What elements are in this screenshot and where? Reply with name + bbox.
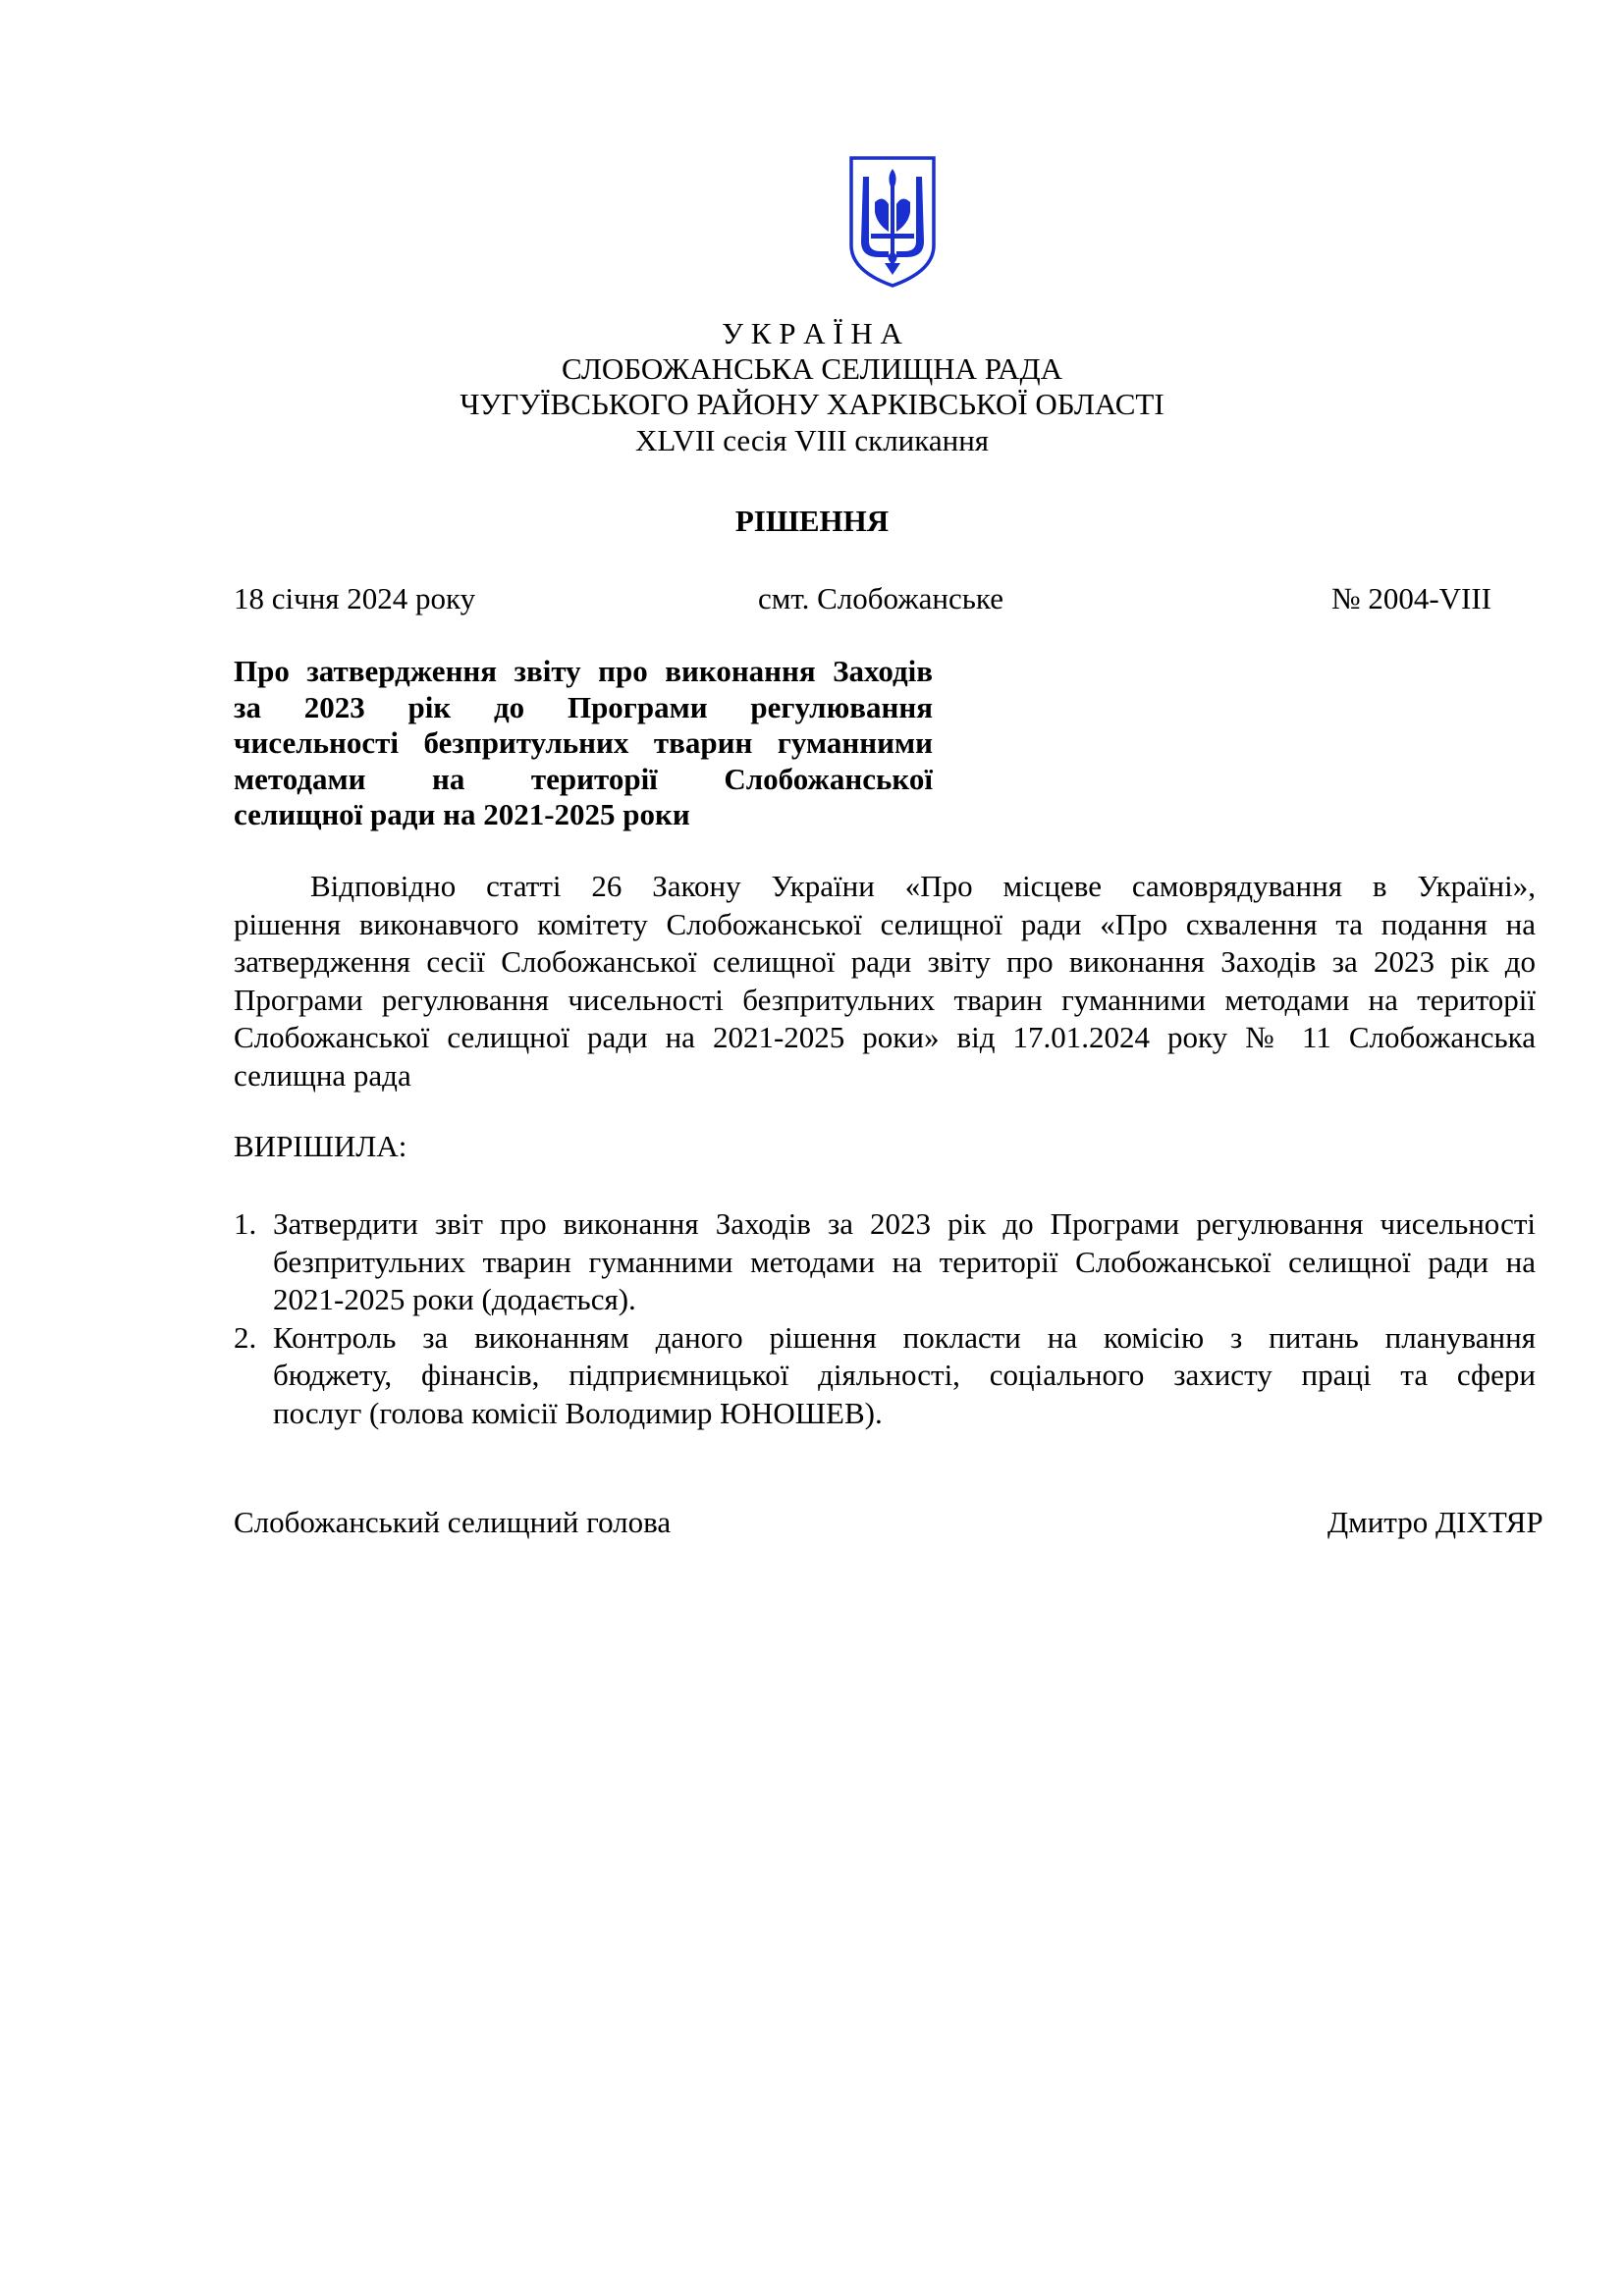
decision-number: № 2004-VIII [1331,581,1492,615]
decision-place: смт. Слобожанське [758,581,1003,615]
item-number: 1. [234,1206,257,1241]
item-line: бюджету, фінансів, підприємницької діяльності, соціального захисту праці та сфери [273,1358,1536,1392]
decision-subject [234,654,933,833]
preamble-line: селищна рада [234,1057,411,1093]
subject-line: селищної ради на 2021-2025 роки [234,797,690,832]
document-type-title: РІШЕННЯ [734,504,890,538]
subject-line: методами на території Слобожанської [234,761,933,796]
item-number: 2. [234,1319,257,1355]
preamble-line: Відповідно статті 26 Закону України «Про місцеве самоврядування в Україні», [310,869,1536,903]
preamble-paragraph [234,868,1536,1095]
session-heading: XLVII сесія VIII скликання [634,423,990,457]
decision-items-list [234,1205,1536,1432]
item-line: послуг (голова комісії Володимир ЮНОШЕВ). [273,1395,883,1430]
item-line: Затвердити звіт про виконання Заходів за 2023 рік до Програми регулювання чисельності [273,1206,1536,1241]
signatory-name: Дмитро ДІХТЯР [1327,1505,1543,1539]
item-line: безпритульних тварин гуманними методами на території Слобожанської селищної ради на [273,1244,1536,1279]
list-item [234,1205,1536,1319]
subject-line: Про затвердження звіту про виконання Заходів [234,654,933,688]
preamble-line: затвердження сесії Слобожанської селищної ради звіту про виконання Заходів за 2023 рік до [234,944,1536,979]
subject-line: чисельності безпритульних тварин гуманними [234,725,933,761]
district-heading: ЧУГУЇВСЬКОГО РАЙОНУ ХАРКІВСЬКОЇ ОБЛАСТІ [460,387,1164,421]
signatory-position: Слобожанський селищний голова [234,1505,672,1539]
item-line: Контроль за виконанням даного рішення покласти на комісію з питань планування [273,1319,1536,1355]
preamble-line: Слобожанської селищної ради на 2021-2025 роки» від 17.01.2024 року № 11 Слобожанська [234,1020,1536,1054]
ukraine-coat-of-arms-icon [847,155,938,289]
country-heading: У К Р А Ї Н А [722,316,902,350]
decision-date: 18 січня 2024 року [234,581,476,615]
council-heading: СЛОБОЖАНСЬКА СЕЛИЩНА РАДА [562,351,1062,386]
item-line: 2021-2025 роки (додається). [273,1282,636,1316]
list-item [234,1319,1536,1433]
decided-label: ВИРІШИЛА: [234,1129,407,1163]
subject-line: за 2023 рік до Програми регулювання [234,689,933,724]
preamble-line: рішення виконавчого комітету Слобожанської селищної ради «Про схвалення та подання на [234,906,1536,941]
preamble-line: Програми регулювання чисельності безпритульних тварин гуманними методами на території [234,982,1536,1017]
